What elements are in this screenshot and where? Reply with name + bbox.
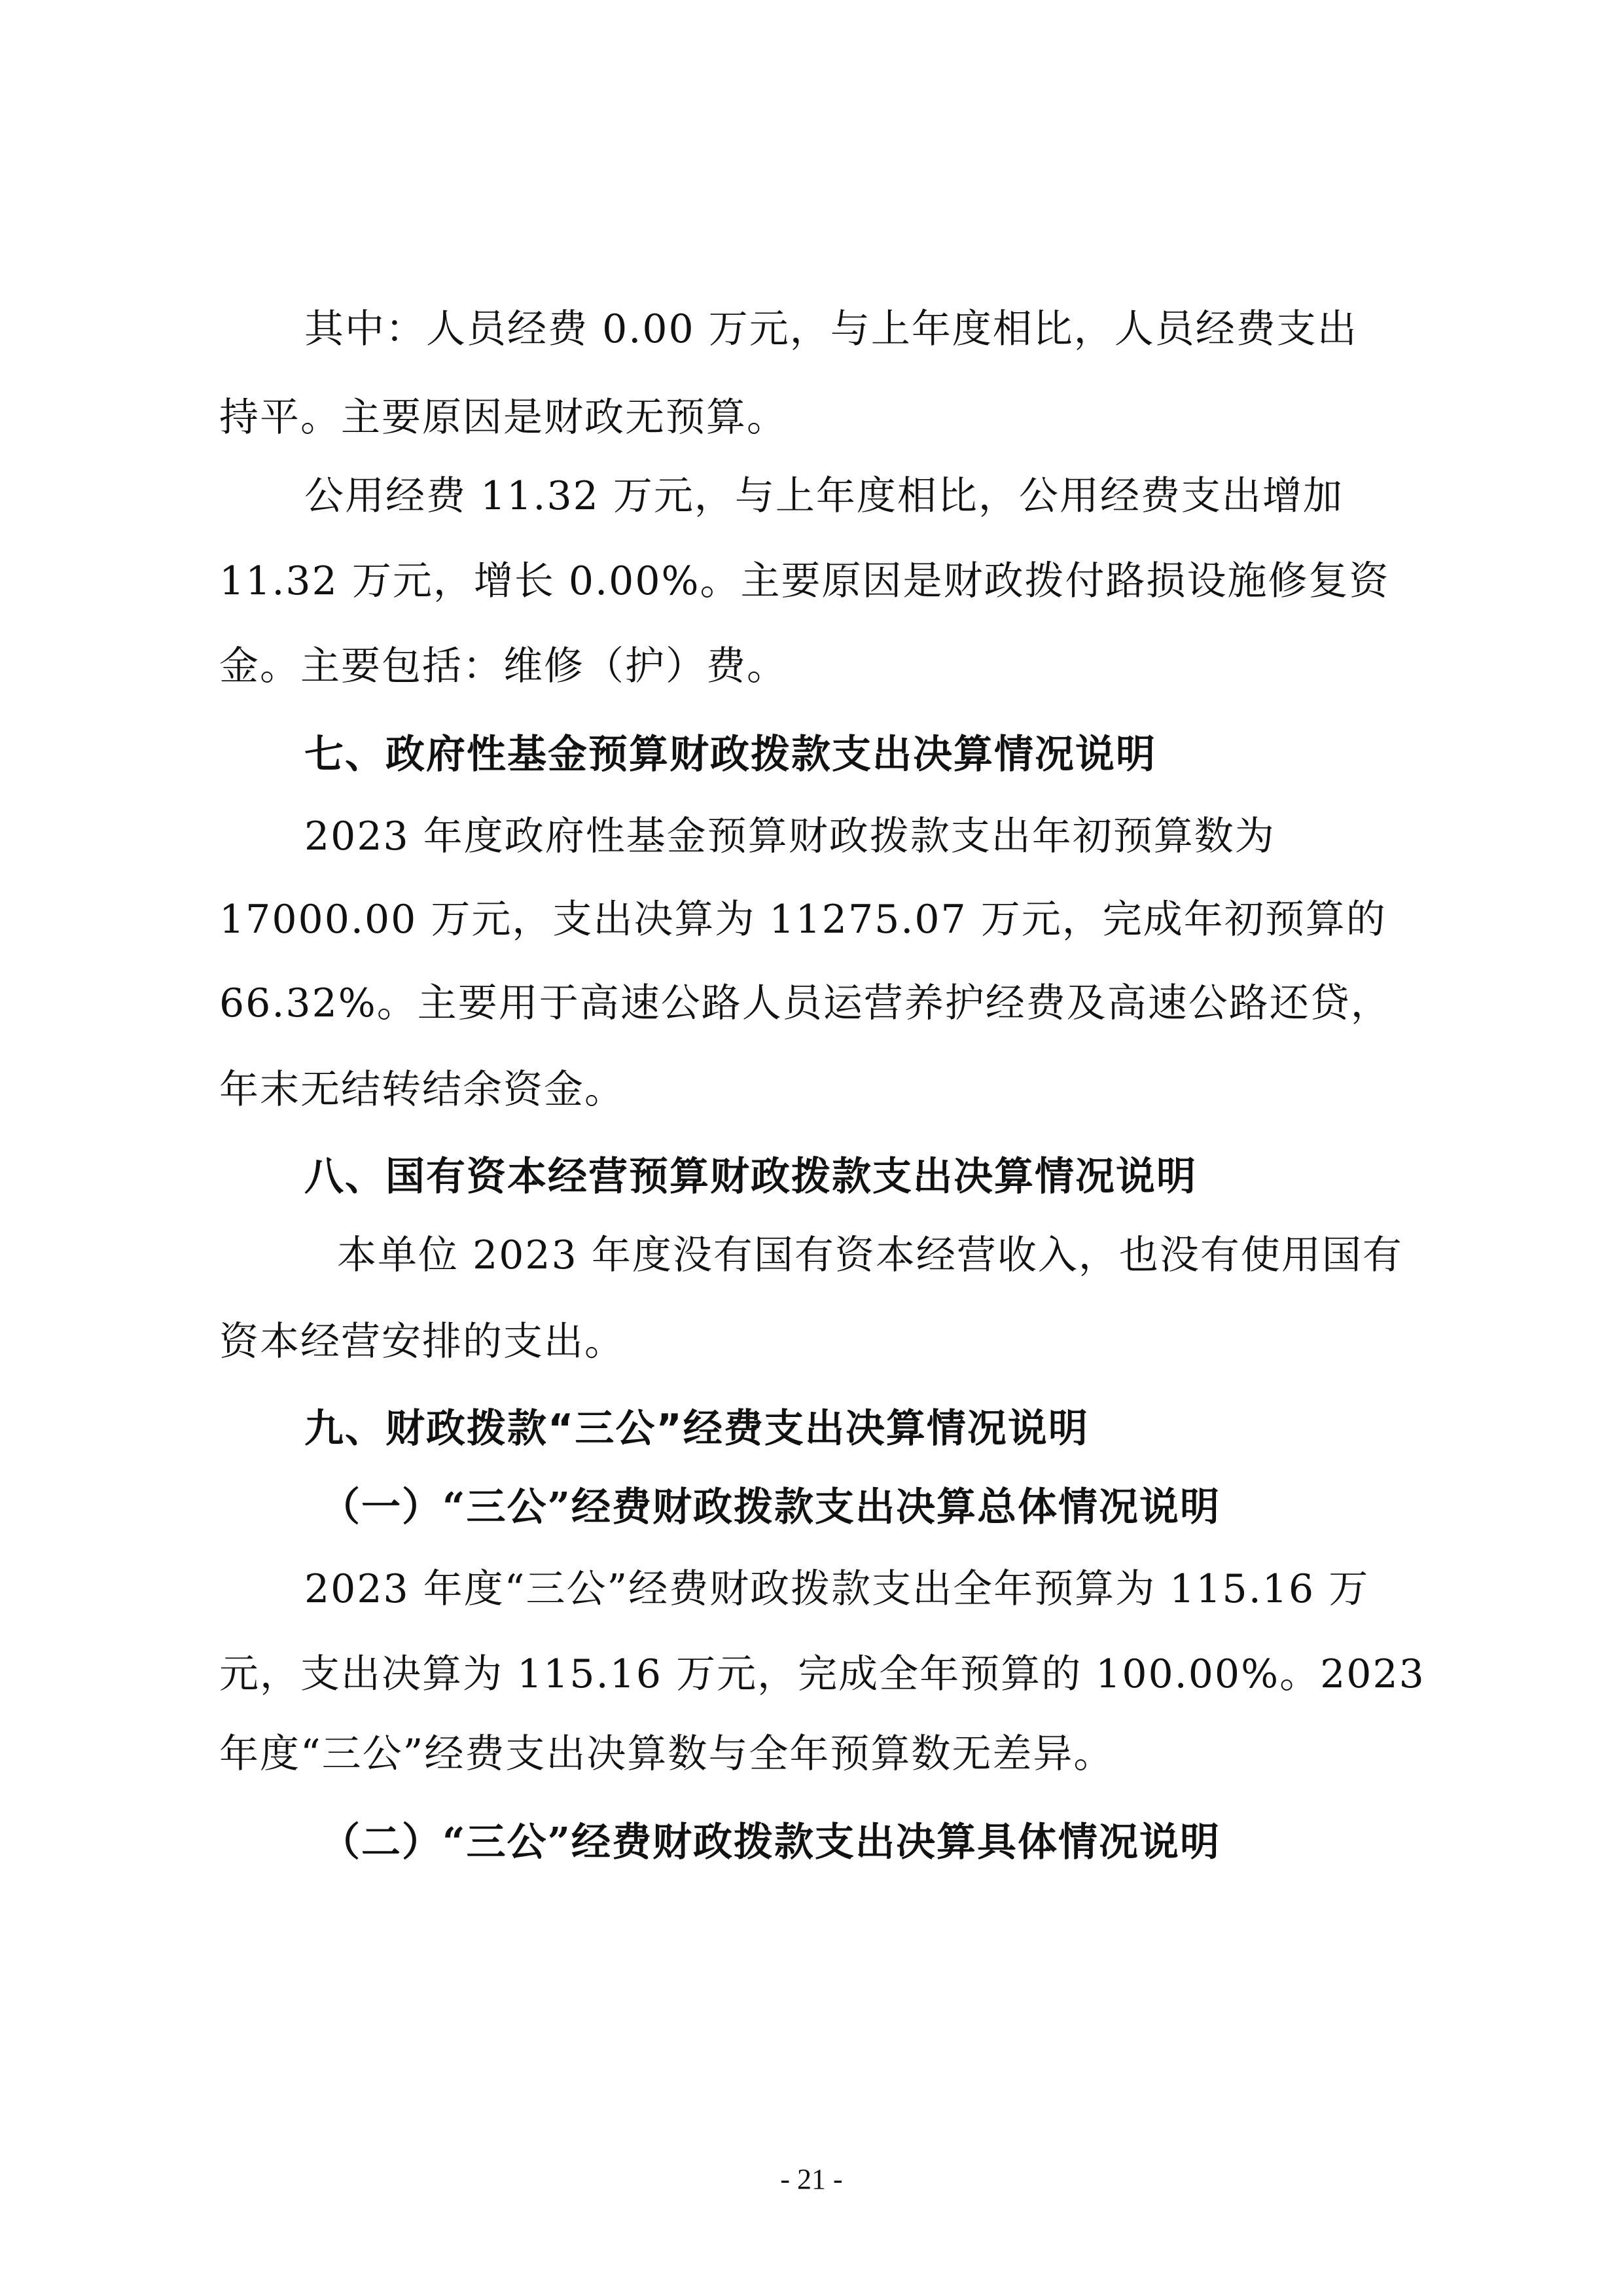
paragraph-line: 66.32%。主要用于高速公路人员运营养护经费及高速公路还贷，	[219, 980, 1391, 1026]
paragraph-line: 11.32 万元，增长 0.00%。主要原因是财政拨付路损设施修复资	[219, 558, 1390, 604]
subsection-heading-2: （二）“三公”经费财政拨款支出决算具体情况说明	[321, 1820, 1221, 1865]
paragraph-line: 2023 年度政府性基金预算财政拨款支出年初预算数为	[304, 814, 1275, 859]
paragraph-line: 17000.00 万元，支出决算为 11275.07 万元，完成年初预算的	[219, 897, 1387, 942]
paragraph-line: 持平。主要原因是财政无预算。	[219, 395, 787, 440]
section-heading-9: 九、财政拨款“三公”经费支出决算情况说明	[304, 1406, 1089, 1452]
page-number: - 21 -	[780, 2163, 843, 2195]
paragraph-line: 本单位 2023 年度没有国有资本经营收入，也没有使用国有	[337, 1232, 1403, 1278]
paragraph-line: 其中：人员经费 0.00 万元，与上年度相比，人员经费支出	[304, 306, 1358, 352]
paragraph-line: 金。主要包括：维修（护）费。	[219, 643, 787, 689]
subsection-heading-1: （一）“三公”经费财政拨款支出决算总体情况说明	[321, 1484, 1221, 1530]
paragraph-line: 年度“三公”经费支出决算数与全年预算数无差异。	[219, 1731, 1115, 1777]
paragraph-line: 公用经费 11.32 万元，与上年度相比，公用经费支出增加	[304, 473, 1344, 519]
paragraph-line: 资本经营安排的支出。	[219, 1319, 625, 1365]
paragraph-line: 元，支出决算为 115.16 万元，完成全年预算的 100.00%。2023	[219, 1651, 1425, 1697]
section-heading-8: 八、国有资本经营预算财政拨款支出决算情况说明	[304, 1154, 1197, 1200]
paragraph-line: 年末无结转结余资金。	[219, 1067, 625, 1113]
paragraph-line: 2023 年度“三公”经费财政拨款支出全年预算为 115.16 万	[304, 1566, 1370, 1612]
section-heading-7: 七、政府性基金预算财政拨款支出决算情况说明	[304, 732, 1156, 778]
